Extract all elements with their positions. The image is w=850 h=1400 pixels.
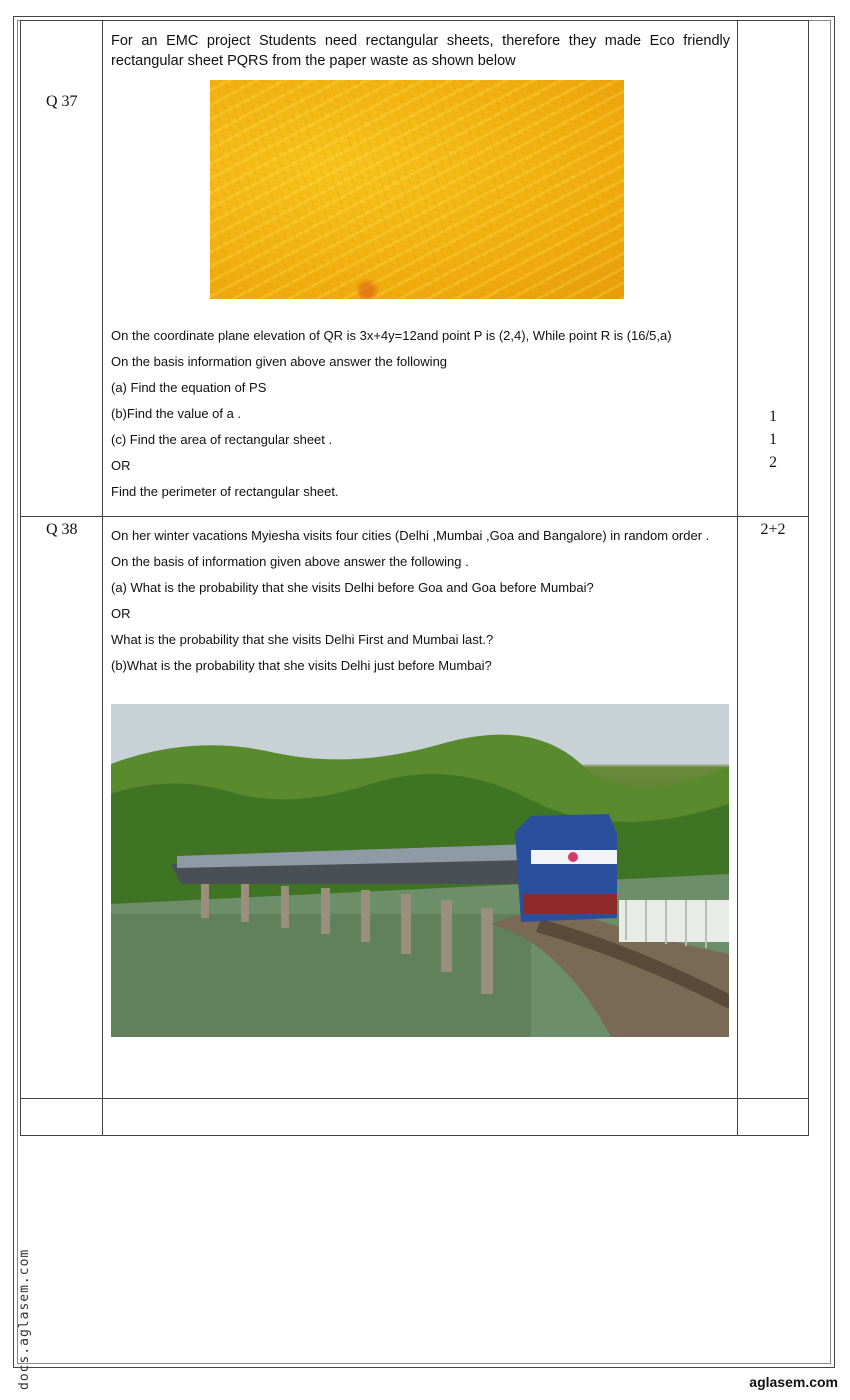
empty-row bbox=[21, 1099, 809, 1136]
question-intro: For an EMC project Students need rectangular sheets, therefore they made Eco friendly rectangular sheet PQRS from the paper waste as shown below bbox=[111, 33, 730, 69]
question-line: On the basis of information given above answer the following . bbox=[111, 554, 469, 569]
question-line: On her winter vacations Myiesha visits four cities (Delhi ,Mumbai ,Goa and Bangalore) in random order . bbox=[111, 528, 710, 543]
question-line: OR bbox=[111, 458, 131, 473]
question-line: (c) Find the area of rectangular sheet . bbox=[111, 432, 333, 447]
question-line: (a) What is the probability that she visits Delhi before Goa and Goa before Mumbai? bbox=[111, 580, 594, 595]
watermark-text: docs.aglasem.com bbox=[17, 1248, 32, 1390]
marks-value: 2 bbox=[769, 454, 777, 471]
marks-cell bbox=[738, 517, 809, 1099]
empty-cell bbox=[103, 1099, 738, 1136]
question-line: On the coordinate plane elevation of QR is 3x+4y=12and point P is (2,4), While point R is (16/5,a) bbox=[111, 328, 672, 343]
question-number: Q 37 bbox=[46, 93, 78, 110]
question-row-37 bbox=[21, 21, 809, 517]
train-bridge-photo bbox=[111, 704, 729, 1037]
question-row-38 bbox=[21, 517, 809, 1099]
question-line: Find the perimeter of rectangular sheet. bbox=[111, 484, 339, 499]
question-line: What is the probability that she visits Delhi First and Mumbai last.? bbox=[111, 632, 494, 647]
brand-link[interactable]: aglasem.com bbox=[749, 1374, 838, 1390]
marks-value: 1 bbox=[769, 431, 777, 448]
question-content-cell bbox=[103, 517, 738, 1099]
marks-value: 1 bbox=[769, 408, 777, 425]
question-content-cell bbox=[103, 21, 738, 517]
question-number-cell bbox=[21, 517, 103, 1099]
marks-cell bbox=[738, 21, 809, 517]
question-line: (a) Find the equation of PS bbox=[111, 380, 267, 395]
empty-cell bbox=[21, 1099, 103, 1136]
question-number: Q 38 bbox=[46, 521, 78, 538]
empty-cell bbox=[738, 1099, 809, 1136]
question-line: OR bbox=[111, 606, 131, 621]
question-table bbox=[20, 20, 809, 1136]
question-number-cell bbox=[21, 21, 103, 517]
question-line: (b)Find the value of a . bbox=[111, 406, 242, 421]
marks-value: 2+2 bbox=[760, 521, 786, 538]
train-bridge-illustration bbox=[111, 704, 729, 1037]
question-line: (b)What is the probability that she visits Delhi just before Mumbai? bbox=[111, 658, 492, 673]
question-line: On the basis information given above answer the following bbox=[111, 354, 448, 369]
paper-sheet-image bbox=[210, 80, 624, 299]
